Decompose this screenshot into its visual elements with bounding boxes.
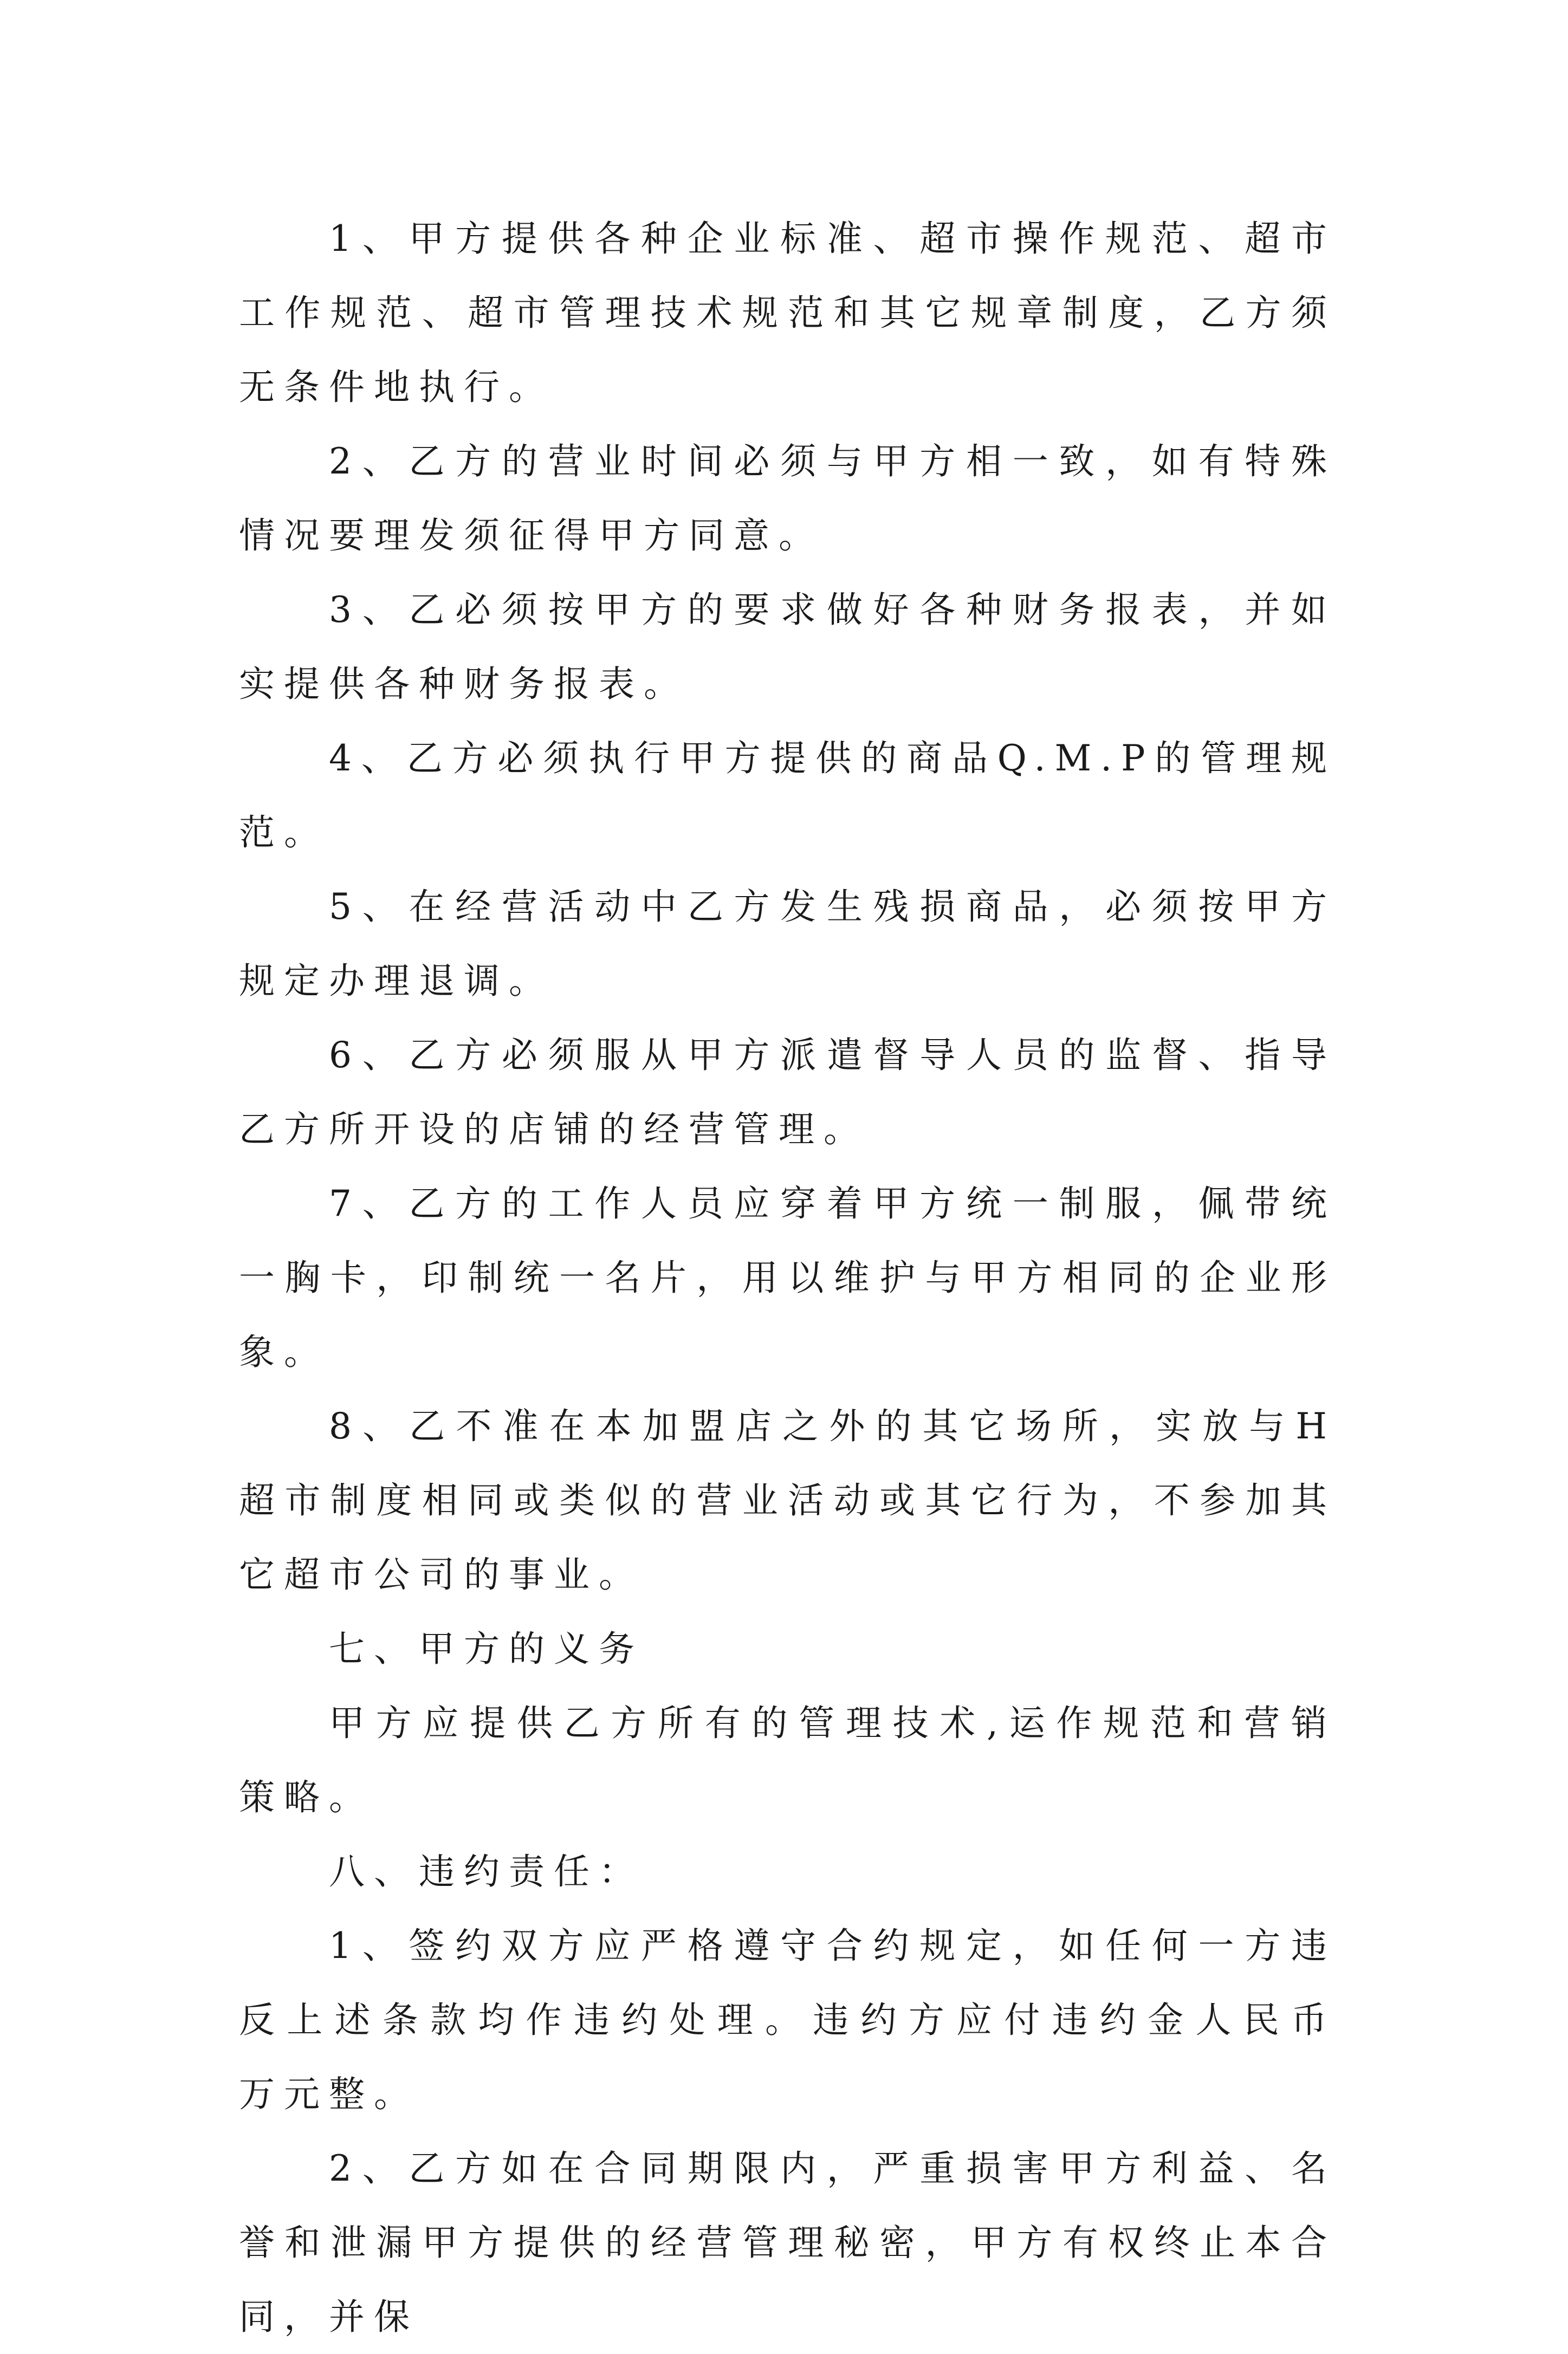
section-heading-breach-liability: 八、违约责任：: [329, 1851, 644, 1892]
paragraph-breach-2: 2、乙方如在合同期限内，严重损害甲方利益、名誉和泄漏甲方提供的经营管理秘密，甲方有权终止本合同，并保: [239, 2148, 1336, 2338]
paragraph-clause-6: 6、乙方必须服从甲方派遣督导人员的监督、指导乙方所开设的店铺的经营管理。: [239, 1034, 1336, 1150]
section-heading-party-a-obligations: 七、甲方的义务: [329, 1628, 644, 1670]
paragraph-party-a-obligations: 甲方应提供乙方所有的管理技术,运作规范和营销策略。: [239, 1702, 1336, 1818]
paragraph-clause-4: 4、乙方必须执行甲方提供的商品Q.M.P的管理规范。: [239, 737, 1336, 853]
paragraph-clause-8: 8、乙不准在本加盟店之外的其它场所，实放与H超市制度相同或类似的营业活动或其它行为，不参加其它超市公司的事业。: [239, 1405, 1336, 1596]
paragraph-clause-3: 3、乙必须按甲方的要求做好各种财务报表，并如实提供各种财务报表。: [239, 589, 1336, 705]
paragraph-clause-1: 1、甲方提供各种企业标准、超市操作规范、超市工作规范、超市管理技术规范和其它规章制度，乙方须无条件地执行。: [239, 218, 1336, 408]
paragraph-clause-2: 2、乙方的营业时间必须与甲方相一致，如有特殊情况要理发须征得甲方同意。: [239, 440, 1336, 556]
paragraph-clause-5: 5、在经营活动中乙方发生残损商品，必须按甲方规定办理退调。: [239, 886, 1336, 1002]
paragraph-clause-7: 7、乙方的工作人员应穿着甲方统一制服，佩带统一胸卡，印制统一名片，用以维护与甲方相同的企业形象。: [239, 1183, 1336, 1373]
document-body: [239, 202, 1336, 2354]
paragraph-breach-1: 1、签约双方应严格遵守合约规定，如任何一方违反上述条款均作违约处理。违约方应付违约金人民币 万元整。: [239, 1925, 1336, 2115]
